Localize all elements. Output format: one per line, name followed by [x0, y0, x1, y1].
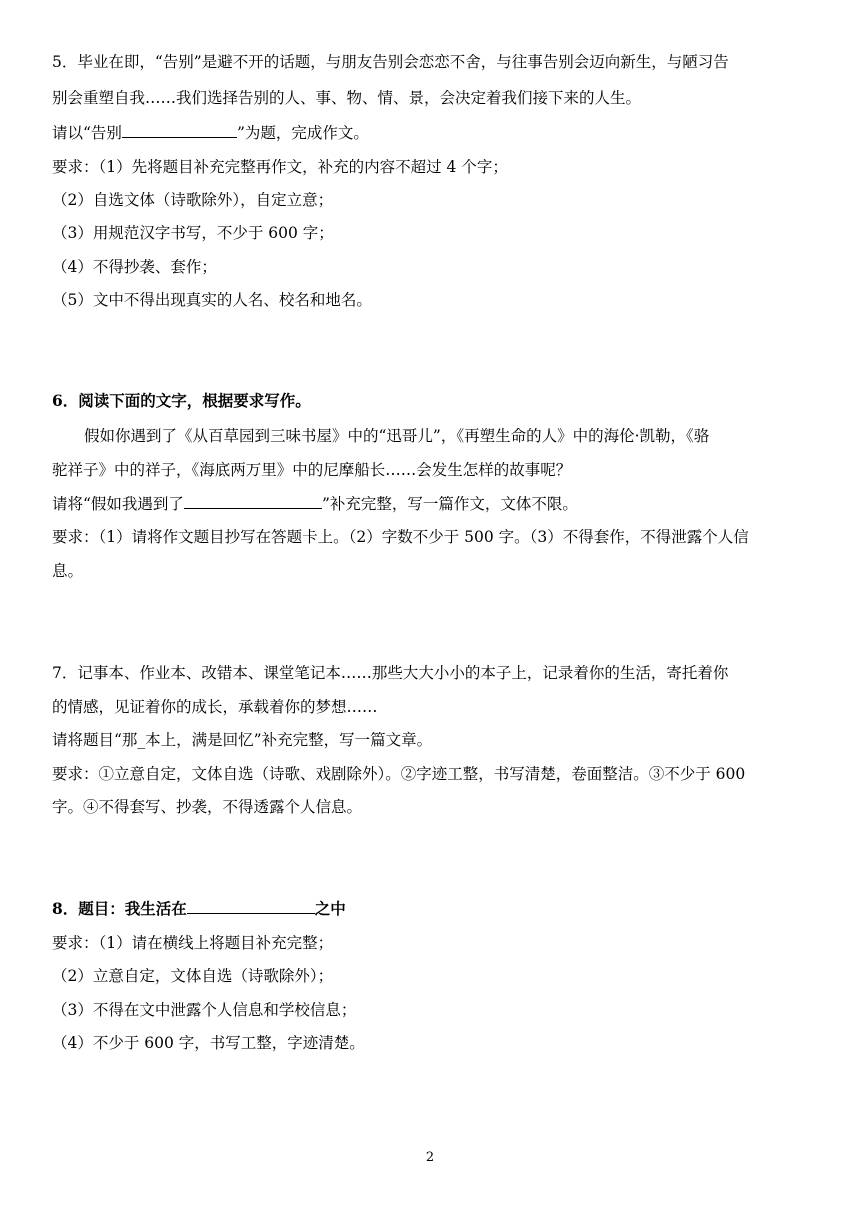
q5-title-blank — [122, 121, 237, 138]
q8-title — [52, 897, 346, 921]
q7-requirements-line2: 字。④不得套写、抄袭，不得透露个人信息。 — [52, 798, 363, 816]
q5-requirement-3: （3）用规范汉字书写，不少于 600 字； — [52, 224, 334, 242]
q8-requirement-1: 要求：（1）请在横线上将题目补充完整； — [52, 934, 334, 952]
q7-prompt-line2: 的情感，见证着你的成长，承载着你的梦想…… — [52, 698, 378, 716]
q6-requirements-line1: 要求：（1）请将作文题目抄写在答题卡上。（2）字数不少于 500 字。（3）不得套作，不得泄露个人信 — [52, 528, 749, 546]
q8-title-after: 之中 — [314, 899, 346, 918]
q6-task-before: 请将“假如我遇到了 — [52, 495, 184, 513]
q6-task-after: ”补充完整，写一篇作文，文体不限。 — [321, 495, 578, 513]
q5-requirement-2: （2）自选文体（诗歌除外），自定立意； — [52, 191, 334, 209]
q7-requirements-line1: 要求：①立意自定，文体自选（诗歌、戏剧除外）。②字迹工整，书写清楚，卷面整洁。③不少于 600 — [52, 765, 746, 783]
q6-title-blank — [184, 492, 322, 509]
q5-task-after: ”为题，完成作文。 — [236, 124, 369, 142]
q8-requirement-3: （3）不得在文中泄露个人信息和学校信息； — [52, 1001, 357, 1019]
q5-requirement-4: （4）不得抄袭、套作； — [52, 258, 217, 276]
q8-title-blank — [187, 897, 315, 914]
q8-requirement-2: （2）立意自定，文体自选（诗歌除外）； — [52, 967, 334, 985]
q5-task — [52, 121, 369, 145]
q6-task — [52, 492, 578, 516]
q5-prompt-line2: 别会重塑自我……我们选择告别的人、事、物、情、景，会决定着我们接下来的人生。 — [52, 89, 642, 107]
q6-prompt-line2: 驼祥子》中的祥子，《海底两万里》中的尼摩船长……会发生怎样的故事呢？ — [52, 461, 572, 479]
q6-requirements-line2: 息。 — [52, 562, 84, 580]
q5-prompt-line1: 5．毕业在即，“告别”是避不开的话题，与朋友告别会恋恋不舍，与往事告别会迈向新生，与陋习告 — [52, 53, 729, 71]
q5-requirement-1: 要求：（1）先将题目补充完整再作文，补充的内容不超过 4 个字； — [52, 158, 508, 176]
q6-prompt-line1: 假如你遇到了《从百草园到三味书屋》中的“迅哥儿”，《再塑生命的人》中的海伦·凯勒，《骆 — [84, 427, 710, 445]
q8-title-before: 8．题目：我生活在 — [52, 899, 187, 918]
q6-title: 6．阅读下面的文字，根据要求写作。 — [52, 391, 311, 410]
page-number: 2 — [425, 1150, 435, 1165]
q7-prompt-line1: 7．记事本、作业本、改错本、课堂笔记本……那些大大小小的本子上，记录着你的生活，寄托着你 — [52, 664, 729, 682]
q7-task: 请将题目“那_本上，满是回忆”补充完整，写一篇文章。 — [52, 731, 433, 749]
q8-requirement-4: （4）不少于 600 字，书写工整，字迹清楚。 — [52, 1034, 365, 1052]
q5-requirement-5: （5）文中不得出现真实的人名、校名和地名。 — [52, 291, 372, 309]
q5-task-before: 请以“告别 — [52, 124, 122, 142]
